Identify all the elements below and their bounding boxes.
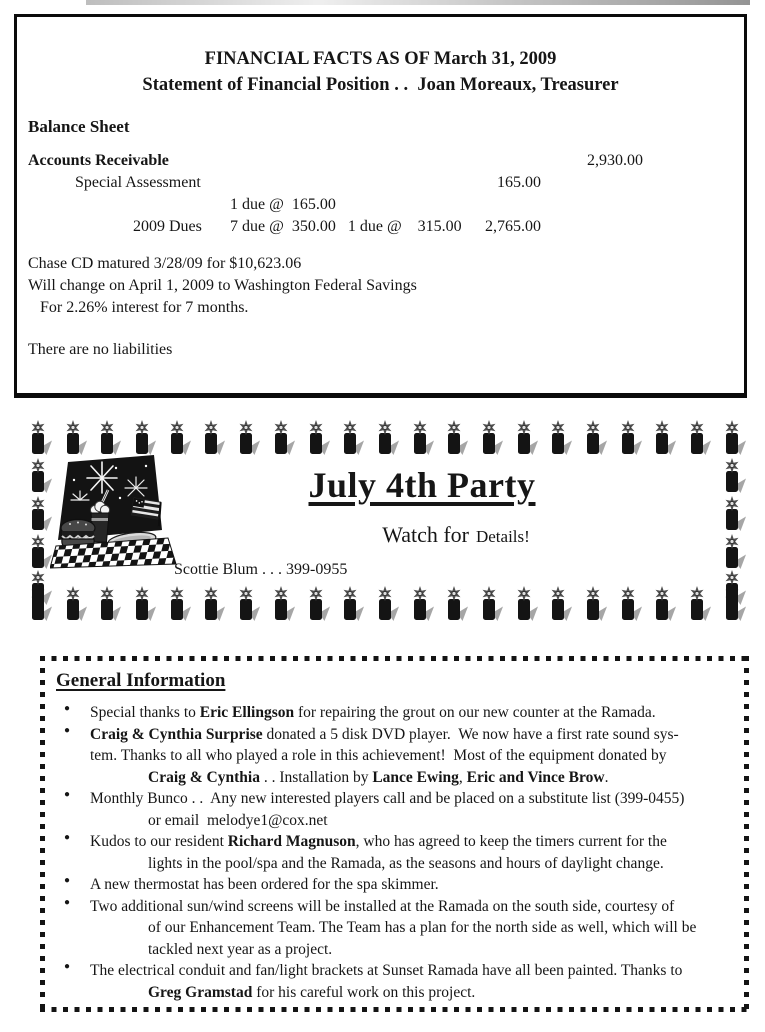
body-text: Kudos to our resident bbox=[90, 833, 228, 850]
general-info-box bbox=[40, 656, 749, 1013]
body-text: Two additional sun/wind screens will be installed at the Ramada on the south side, courtesy of bbox=[90, 897, 675, 915]
financial-facts-box bbox=[14, 14, 747, 398]
bullet-line bbox=[40, 876, 743, 898]
row-label: Accounts Receivable bbox=[28, 152, 169, 169]
bullet-continuation-line bbox=[40, 855, 743, 877]
firecracker-icon bbox=[130, 586, 156, 622]
firecracker-icon bbox=[373, 586, 399, 622]
firecracker-icon bbox=[477, 586, 503, 622]
firecracker-icon bbox=[477, 420, 503, 456]
balance-sheet-rows bbox=[17, 152, 744, 240]
firecracker-icon bbox=[442, 586, 468, 622]
firecracker-icon bbox=[165, 586, 191, 622]
firecracker-icon bbox=[720, 534, 746, 570]
details-text: Details! bbox=[475, 527, 530, 546]
bullet-continuation-line bbox=[40, 812, 743, 834]
bullet-line bbox=[40, 704, 743, 726]
body-text: . bbox=[604, 768, 609, 786]
bullet-continuation-line bbox=[40, 941, 743, 963]
balance-sheet-row bbox=[17, 174, 744, 196]
watch-for-details-line bbox=[204, 522, 708, 548]
firecracker-icon bbox=[269, 586, 295, 622]
firecracker-icon bbox=[95, 420, 121, 456]
dotted-border-bottom bbox=[40, 1007, 749, 1012]
emphasized-name: Richard Magnuson bbox=[227, 833, 356, 850]
body-text: , bbox=[458, 768, 467, 786]
bullet-continuation-line bbox=[40, 747, 743, 769]
firecracker-icon bbox=[234, 586, 260, 622]
firecracker-icon bbox=[95, 586, 121, 622]
firecracker-icon bbox=[720, 458, 746, 494]
emphasized-name: Craig & Cynthia Surprise bbox=[90, 725, 263, 743]
body-text: tem. Thanks to all who played a role in this achievement! Most of the equipment donated by bbox=[90, 747, 667, 764]
balance-sheet-row bbox=[17, 196, 744, 218]
bullet-continuation-line bbox=[40, 769, 743, 791]
firecracker-icon bbox=[512, 420, 538, 456]
party-contact: Scottie Blum . . . 399-0955 bbox=[174, 561, 348, 578]
firecracker-icon bbox=[685, 586, 711, 622]
firecracker-icon bbox=[616, 420, 642, 456]
body-text: A new thermostat has been ordered for the spa skimmer. bbox=[90, 876, 439, 893]
dotted-border-right bbox=[744, 656, 749, 1013]
body-text: . . Installation by bbox=[259, 768, 373, 786]
row-amount: 165.00 bbox=[497, 174, 541, 191]
firecracker-icon bbox=[26, 534, 52, 570]
firecracker-icon bbox=[720, 496, 746, 532]
firecracker-icon bbox=[720, 420, 746, 456]
body-text: Special thanks to bbox=[90, 704, 200, 721]
firecracker-icon bbox=[130, 420, 156, 456]
emphasized-name: Greg Gramstad bbox=[148, 983, 253, 1001]
row-label: 2009 Dues bbox=[133, 218, 202, 235]
firecracker-icon bbox=[546, 586, 572, 622]
bullet-continuation-line bbox=[40, 984, 743, 1006]
firecracker-icon bbox=[61, 586, 87, 622]
firecracker-border-top bbox=[24, 420, 748, 456]
firecracker-icon bbox=[61, 420, 87, 456]
row-amount: 2,765.00 bbox=[485, 218, 541, 235]
firecracker-icon bbox=[304, 586, 330, 622]
bullet-continuation-line bbox=[40, 919, 743, 941]
firecracker-border-bottom bbox=[24, 586, 748, 622]
body-text: for repairing the grout on our new counter at the Ramada. bbox=[294, 704, 656, 721]
bullet-dot: ● bbox=[64, 724, 71, 736]
emphasized-name: Eric Ellingson bbox=[199, 704, 295, 721]
firecracker-icon bbox=[165, 420, 191, 456]
emphasized-name: Eric and Vince Brow bbox=[466, 768, 605, 786]
firecracker-icon bbox=[616, 586, 642, 622]
firecracker-icon bbox=[26, 420, 52, 456]
body-text: donated a 5 disk DVD player. We now have a first rate sound sys- bbox=[262, 725, 679, 743]
body-text: Monthly Bunco . . Any new interested players call and be placed on a substitute list (399-0455) bbox=[90, 790, 685, 807]
general-info-lines bbox=[40, 704, 743, 1005]
body-text: The electrical conduit and fan/light brackets at Sunset Ramada have all been painted. Thanks to bbox=[90, 962, 683, 979]
liabilities-note: There are no liabilities bbox=[28, 341, 173, 358]
bullet-dot: ● bbox=[64, 703, 71, 714]
scan-artifact bbox=[86, 0, 750, 5]
firecracker-icon bbox=[650, 420, 676, 456]
bullet-line bbox=[40, 833, 743, 855]
financial-title-line1: FINANCIAL FACTS AS OF March 31, 2009 bbox=[204, 49, 557, 69]
firecracker-icon bbox=[546, 420, 572, 456]
bullet-dot: ● bbox=[64, 961, 71, 972]
firecracker-icon bbox=[581, 420, 607, 456]
firecracker-icon bbox=[581, 586, 607, 622]
financial-title-line2: Statement of Financial Position . . Joan Moreaux, Treasurer bbox=[142, 75, 619, 95]
balance-sheet-row bbox=[17, 218, 744, 240]
bullet-line bbox=[40, 790, 743, 812]
row-amount-total: 2,930.00 bbox=[587, 152, 643, 169]
bullet-dot: ● bbox=[64, 896, 71, 908]
row-detail: 7 due @ 350.00 1 due @ 315.00 bbox=[230, 218, 462, 235]
general-info-heading: General Information bbox=[56, 670, 226, 691]
emphasized-name: Craig & Cynthia bbox=[148, 768, 260, 786]
bullet-line bbox=[40, 726, 743, 748]
party-title: July 4th Party bbox=[308, 465, 536, 505]
body-text: tackled next year as a project. bbox=[148, 940, 333, 958]
firecracker-icon bbox=[408, 586, 434, 622]
firecracker-icon bbox=[685, 420, 711, 456]
body-text: , who has agreed to keep the timers current for the bbox=[355, 833, 667, 850]
watch-for-text: Watch for bbox=[382, 522, 469, 547]
firecracker-icon bbox=[373, 420, 399, 456]
firecracker-icon bbox=[442, 420, 468, 456]
firecracker-icon bbox=[26, 570, 52, 606]
financial-note-line: For 2.26% interest for 7 months. bbox=[28, 299, 249, 316]
bullet-line bbox=[40, 898, 743, 920]
bullet-dot: ● bbox=[64, 875, 71, 886]
bullet-dot: ● bbox=[64, 789, 71, 800]
bullet-line bbox=[40, 962, 743, 984]
financial-note-line: Chase CD matured 3/28/09 for $10,623.06 bbox=[28, 255, 302, 272]
body-text: lights in the pool/spa and the Ramada, as the seasons and hours of daylight change. bbox=[148, 854, 664, 872]
row-label: Special Assessment bbox=[75, 174, 201, 191]
firecracker-icon bbox=[269, 420, 295, 456]
dotted-border-top bbox=[40, 656, 749, 661]
row-detail: 1 due @ 165.00 bbox=[230, 196, 336, 213]
balance-sheet-heading: Balance Sheet bbox=[28, 117, 130, 136]
firecracker-icon bbox=[234, 420, 260, 456]
firecracker-icon bbox=[26, 458, 52, 494]
firecracker-icon bbox=[650, 586, 676, 622]
balance-sheet-row bbox=[17, 152, 744, 174]
body-text: of our Enhancement Team. The Team has a plan for the north side as well, which will be bbox=[148, 919, 697, 936]
body-text: or email melodye1@cox.net bbox=[148, 811, 328, 829]
july4-party-section bbox=[24, 420, 748, 624]
financial-notes bbox=[28, 255, 744, 321]
emphasized-name: Lance Ewing bbox=[372, 768, 459, 786]
firecracker-icon bbox=[199, 420, 225, 456]
body-text: for his careful work on this project. bbox=[252, 983, 476, 1001]
financial-note-line: Will change on April 1, 2009 to Washington Federal Savings bbox=[28, 277, 417, 294]
firecracker-icon bbox=[338, 420, 364, 456]
firecracker-icon bbox=[304, 420, 330, 456]
firecracker-icon bbox=[408, 420, 434, 456]
firecracker-icon bbox=[512, 586, 538, 622]
firecracker-icon bbox=[26, 496, 52, 532]
bullet-dot: ● bbox=[64, 832, 71, 843]
firecracker-icon bbox=[338, 586, 364, 622]
firecracker-icon bbox=[199, 586, 225, 622]
firecracker-icon bbox=[720, 570, 746, 606]
